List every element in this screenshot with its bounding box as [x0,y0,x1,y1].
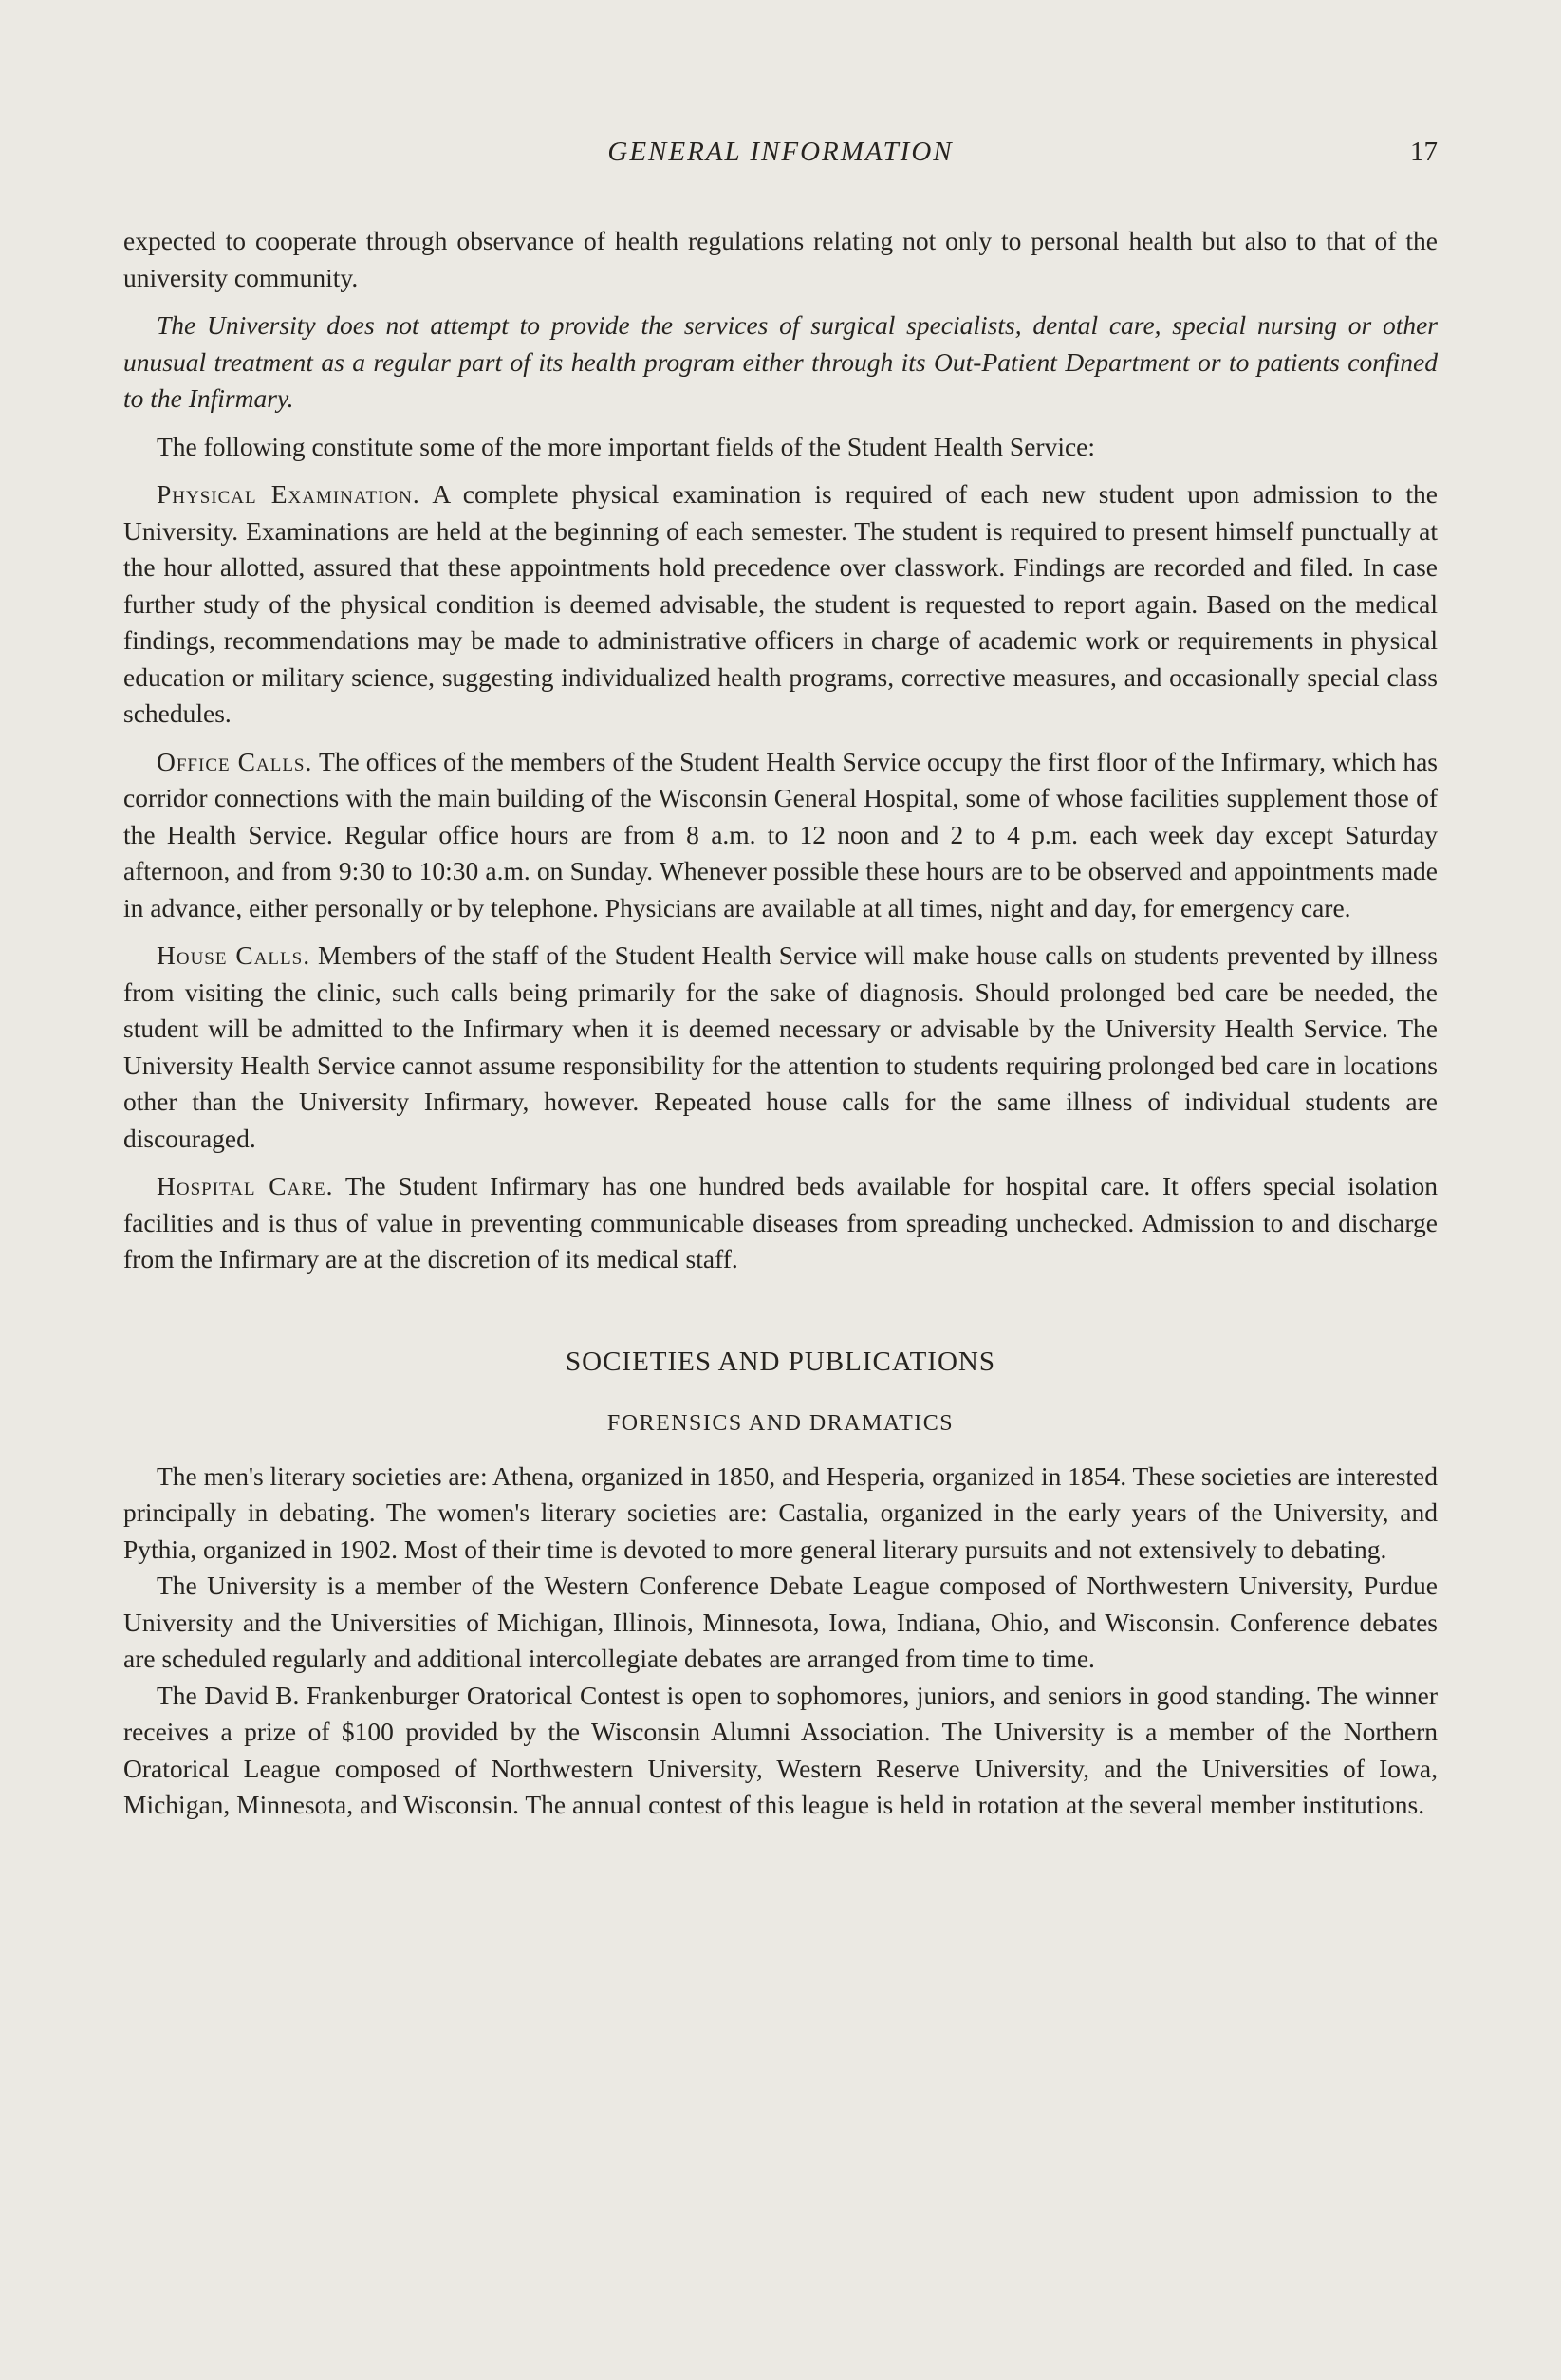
forensics-section [123,1459,1438,1824]
literary-societies-paragraph: The men's literary societies are: Athena, organized in 1850, and Hesperia, organized in 1854. These societies are interested principally in debating. The women's literary societies are: Castalia, organized in the early years of the University, and Pythia, organized in 1902. Most of their time is devoted to more general literary pursuits and not extensively to debating. [123,1460,1438,1564]
office-calls-heading: Office Calls. [157,746,313,776]
hospital-care-text: The Student Infirmary has one hundred beds available for hospital care. It offers special isolation facilities and is thus of value in preventing communicable diseases from spreading unchecked. Admission to and discharge from the Infirmary are at the discretion of its medical staff. [123,1171,1439,1274]
physical-examination-paragraph [123,476,1438,733]
section-heading: SOCIETIES AND PUBLICATIONS [566,1346,995,1377]
house-calls-heading: House Calls. [157,940,311,970]
fields-intro-paragraph: The following constitute some of the more important fields of the Student Health Service: [157,431,1096,461]
continued-paragraph: expected to cooperate through observance of health regulations relating not only to personal health but also to that of the university community. [123,226,1438,292]
house-calls-paragraph [123,938,1438,1157]
hospital-care-heading: Hospital Care. [157,1171,334,1200]
physical-examination-heading: Physical Examination. [157,479,420,509]
physical-examination-text: A complete physical examination is required of each new student upon admission to the University. Examinations are held at the beginning of each semester. The student is required to present himself punctually at the hour allotted, assured that these appointments hold precedence over classwork. Findings are recorded and filed. In case further study of the physical condition is deemed advisable, the student is requested to report again. Based on the medical findings, recommendations may be made to administrative officers in charge of academic work or requirements in physical education or military science, suggesting individualized health programs, corrective measures, and occasionally special class schedules. [123,479,1438,728]
office-calls-paragraph [123,744,1438,927]
house-calls-text: Members of the staff of the Student Health Service will make house calls on students prevented by illness from visiting the clinic, such calls being primarily for the sake of diagnosis. Should prolonged bed care be needed, the student will be admitted to the Infirmary when it is deemed necessary or advisable by the University Health Service. The University Health Service cannot assume responsibility for the attention to students requiring prolonged bed care in locations other than the University Infirmary, however. Repeated house calls for the same illness of individual students are discouraged. [123,940,1438,1153]
page-content [123,223,1438,1824]
office-calls-text: The offices of the members of the Student Health Service occupy the first floor of the Infirmary, which has corridor connections with the main building of the Wisconsin General Hospital, some of whose facilities supplement those of the Health Service. Regular office hours are from 8 a.m. to 12 noon and 2 to 4 p.m. each week day except Saturday afternoon, and from 9:30 to 10:30 a.m. on Sunday. Whenever possible these hours are to be observed and appointments made in advance, either personally or by telephone. Physicians are available at all times, night and day, for emergency care. [123,746,1439,922]
hospital-care-paragraph [123,1168,1438,1278]
debate-league-paragraph: The University is a member of the Western Conference Debate League composed of Northwestern University, Purdue University and the Universities of Michigan, Illinois, Minnesota, Iowa, Indiana, Ohio, and Wisconsin. Conference debates are scheduled regularly and additional intercollegiate debates are arranged from time to time. [123,1571,1438,1673]
disclaimer-paragraph: The University does not attempt to provide the services of surgical specialists, dental care, special nursing or other unusual treatment as a regular part of its health program either through its Out-Patient Department or to patients confined to the Infirmary. [123,310,1438,413]
page-number: 17 [1410,137,1438,167]
oratorical-contest-paragraph: The David B. Frankenburger Oratorical Contest is open to sophomores, juniors, and seniors in good standing. The winner receives a prize of $100 provided by the Wisconsin Alumni Association. The University is a member of the Northern Oratorical League composed of Northwestern University, Western Reserve University, and the Universities of Iowa, Michigan, Minnesota, and Wisconsin. The annual contest of this league is held in rotation at the several member institutions. [123,1680,1438,1819]
subsection-heading: FORENSICS AND DRAMATICS [606,1410,955,1436]
running-head [123,133,1438,171]
running-title: GENERAL INFORMATION [607,137,954,167]
